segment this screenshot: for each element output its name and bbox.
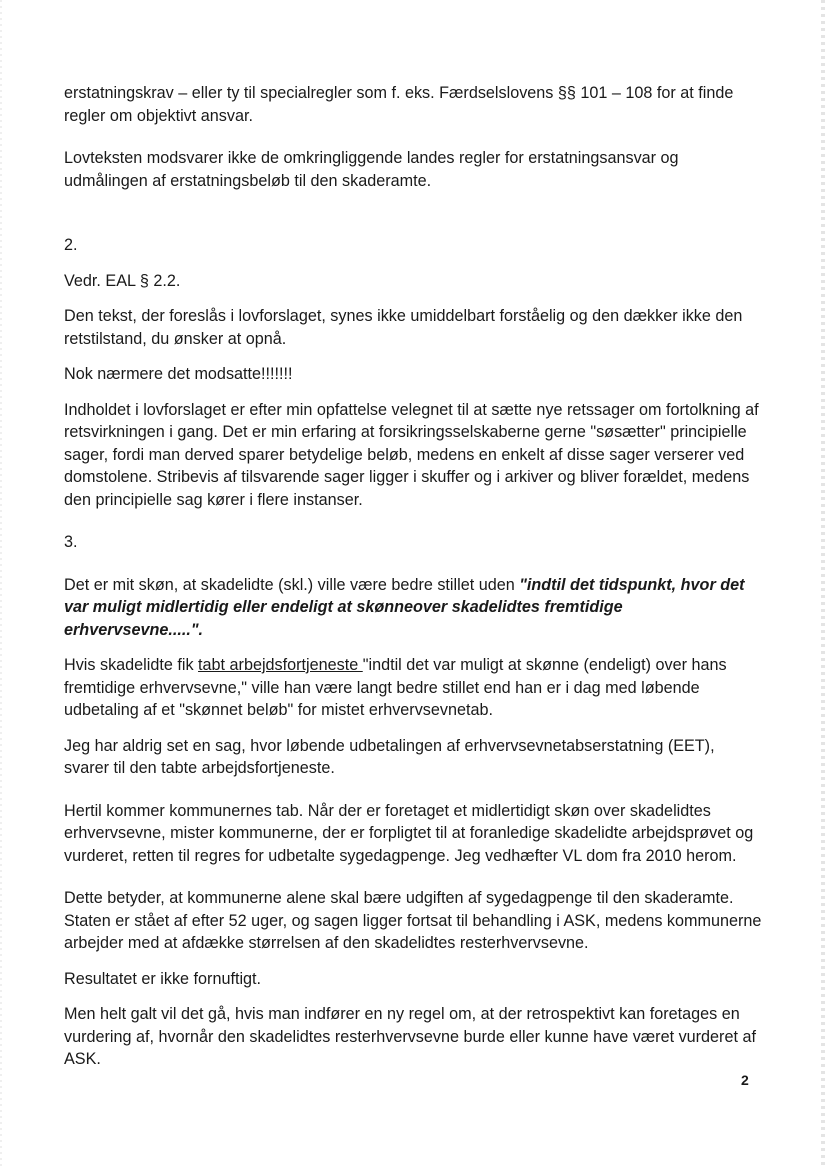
section-heading: Vedr. EAL § 2.2. (64, 271, 181, 290)
paragraph: Resultatet er ikke fornuftigt. (64, 969, 262, 988)
paragraph-text: Det er mit skøn, at skadelidte (skl.) ville være bedre stillet uden (64, 575, 520, 594)
section-number: 3. (64, 533, 78, 551)
emphasized-quote: "indtil det tidspunkt, hvor det var muligt midlertidig eller endeligt at skønneover skadelidtes fremtidige erhvervsevne.....". (64, 575, 745, 639)
paragraph: Den tekst, der foreslås i lovforslaget, synes ikke umiddelbart forståelig og den dækker ikke den retstilstand, du ønsker at opnå. (64, 307, 743, 348)
paragraph: erstatningskrav – eller ty til specialregler som f. eks. Færdselslovens §§ 101 – 108 for at finde regler om objektivt ansvar. (64, 84, 734, 125)
scan-edge-right (821, 0, 825, 1168)
page-number: 2 (741, 1072, 749, 1088)
paragraph (64, 654, 764, 722)
underlined-term: tabt arbejdsfortjeneste (198, 656, 363, 674)
paragraph: Indholdet i lovforslaget er efter min opfattelse velegnet til at sætte nye retssager om fortolkning af retsvirkningen i gang. Det er min erfaring at forsikringsselskaberne gerne "søsætter" principielle sager, fordi man derved sparer betydelige beløb, medens en enkelt af disse sager verserer ved domstolene. Stribevis af tilsvarende sager ligger i skuffer og i arkiver og bliver forældet, medens den principielle sag kører i flere instanser. (64, 400, 759, 509)
paragraph: Nok nærmere det modsatte!!!!!!! (64, 365, 293, 383)
paragraph: Men helt galt vil det gå, hvis man indfører en ny regel om, at der retrospektivt kan foretages en vurdering af, hvornår den skadelidtes resterhvervsevne burde eller kunne have været vurderet af ASK. (64, 1005, 756, 1068)
section-number: 2. (64, 236, 78, 254)
paragraph: Jeg har aldrig set en sag, hvor løbende udbetalingen af erhvervsevnetabserstatning (EET), svarer til den tabte arbejdsfortjeneste. (64, 736, 715, 777)
paragraph: Hertil kommer kommunernes tab. Når der er foretaget et midlertidigt skøn over skadelidtes erhvervsevne, mister kommunerne, der er forpligtet til at foranledige skadelidte arbejdsprøvet og vurderet, retten til regres for udbetalte sygedagpenge. Jeg vedhæfter VL dom fra 2010 herom. (64, 801, 754, 865)
paragraph: Dette betyder, at kommunerne alene skal bære udgiften af sygedagpenge til den skaderamte. Staten er stået af efter 52 uger, og sagen ligger fortsat til behandling i ASK, medens kommunerne arbejder med at afdække størrelsen af den skadelidtes resterhvervsevne. (64, 889, 762, 952)
paragraph: Lovteksten modsvarer ikke de omkringliggende landes regler for erstatningsansvar og udmålingen af erstatningsbeløb til den skaderamte. (64, 149, 679, 190)
document-body (64, 82, 764, 1071)
scan-edge-left (0, 0, 2, 1168)
paragraph-text: "indtil det var muligt at skønne (endeligt) over hans fremtidige erhvervsevne," ville han være langt bedre stillet end han er i dag med løbende udbetaling af et "skønnet beløb" for mistet erhvervsevnetab. (64, 656, 727, 719)
paragraph (64, 574, 764, 642)
paragraph-text: Hvis skadelidte fik (64, 656, 199, 674)
